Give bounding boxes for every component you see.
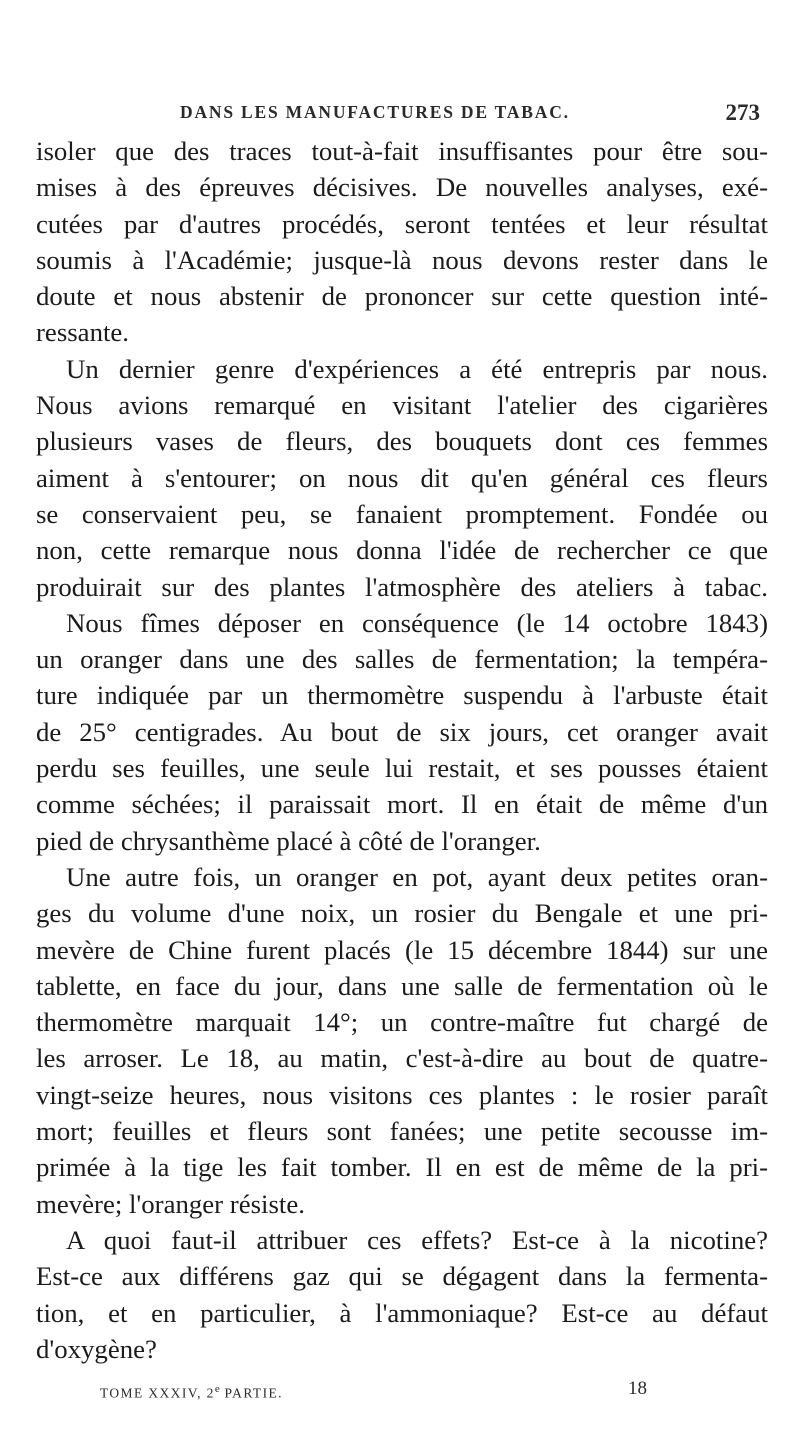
page-number: 273 [725,100,760,125]
text-line: aiment à s'entourer; on nous dit qu'en général ces fleurs [36,462,768,493]
text-line: comme séchées; il paraissait mort. Il en était de même d'un [36,789,768,820]
printer-signature [100,1383,283,1402]
text-line: A quoi faut-il attribuer ces effets? Est-ce à la nicotine? [66,1224,768,1255]
text-line: pied de chrysanthème placé à côté de l'oranger. [36,825,541,856]
text-line: mevère de Chine furent placés (le 15 décembre 1844) sur une [36,934,768,965]
text-line: les arroser. Le 18, au matin, c'est-à-dire au bout de quatre- [36,1043,768,1074]
text-line: perdu ses feuilles, une seule lui restait, et ses pousses étaient [36,753,768,784]
signature-mark: 18 [628,1378,647,1399]
text-line: isoler que des traces tout-à-fait insuffisantes pour être sou- [36,136,768,166]
text-line: de 25° centigrades. Au bout de six jours, cet oranger avait [36,716,768,747]
text-line: mort; feuilles et fleurs sont fanées; une petite secousse im- [36,1116,768,1147]
text-line: ture indiquée par un thermomètre suspendu à l'arbuste était [36,680,768,711]
text-line: doute et nous abstenir de prononcer sur cette question inté- [36,281,768,312]
text-line: Une autre fois, un oranger en pot, ayant deux petites oran- [66,861,768,892]
text-line: d'oxygène? [36,1333,157,1364]
text-line: mevère; l'oranger résiste. [36,1188,305,1219]
text-line: cutées par d'autres procédés, seront tentées et leur résultat [36,208,768,239]
text-line: un oranger dans une des salles de fermentation; la tempéra- [36,644,768,675]
text-line: tion, et en particulier, à l'ammoniaque? Est-ce au défaut [36,1297,768,1328]
text-line: Nous fîmes déposer en conséquence (le 14 octobre 1843) [66,607,768,638]
text-line: produirait sur des plantes l'atmosphère des ateliers à tabac. [36,571,768,602]
body-text [36,133,768,1367]
signature-text: TOME XXXIV, 2 [100,1385,215,1401]
text-line: thermomètre marquait 14°; un contre-maître fut chargé de [36,1007,768,1038]
text-line: ges du volume d'une noix, un rosier du Bengale et une pri- [36,898,768,929]
text-line: mises à des épreuves décisives. De nouvelles analyses, exé- [36,172,768,203]
text-line: tablette, en face du jour, dans une salle de fermentation où le [36,970,768,1001]
text-line: primée à la tige les fait tomber. Il en est de même de la pri- [36,1152,768,1183]
text-line: se conservaient peu, se fanaient promptement. Fondée ou [36,498,768,529]
signature-superscript: e [214,1383,220,1395]
text-line: non, cette remarque nous donna l'idée de rechercher ce que [36,535,768,566]
text-line: Nous avions remarqué en visitant l'atelier des cigarières [36,390,768,421]
text-line: Un dernier genre d'expériences a été entrepris par nous. [66,353,768,384]
text-line: soumis à l'Académie; jusque-là nous devons rester dans le [36,244,768,275]
text-line: vingt-seize heures, nous visitons ces plantes : le rosier paraît [36,1079,768,1110]
signature-text-end: PARTIE. [219,1385,283,1401]
text-line: ressante. [36,317,130,348]
text-line: plusieurs vases de fleurs, des bouquets dont ces femmes [36,426,768,457]
text-line: Est-ce aux différens gaz qui se dégagent dans la fermenta- [36,1261,768,1292]
running-title: DANS LES MANUFACTURES DE TABAC. [180,102,570,122]
